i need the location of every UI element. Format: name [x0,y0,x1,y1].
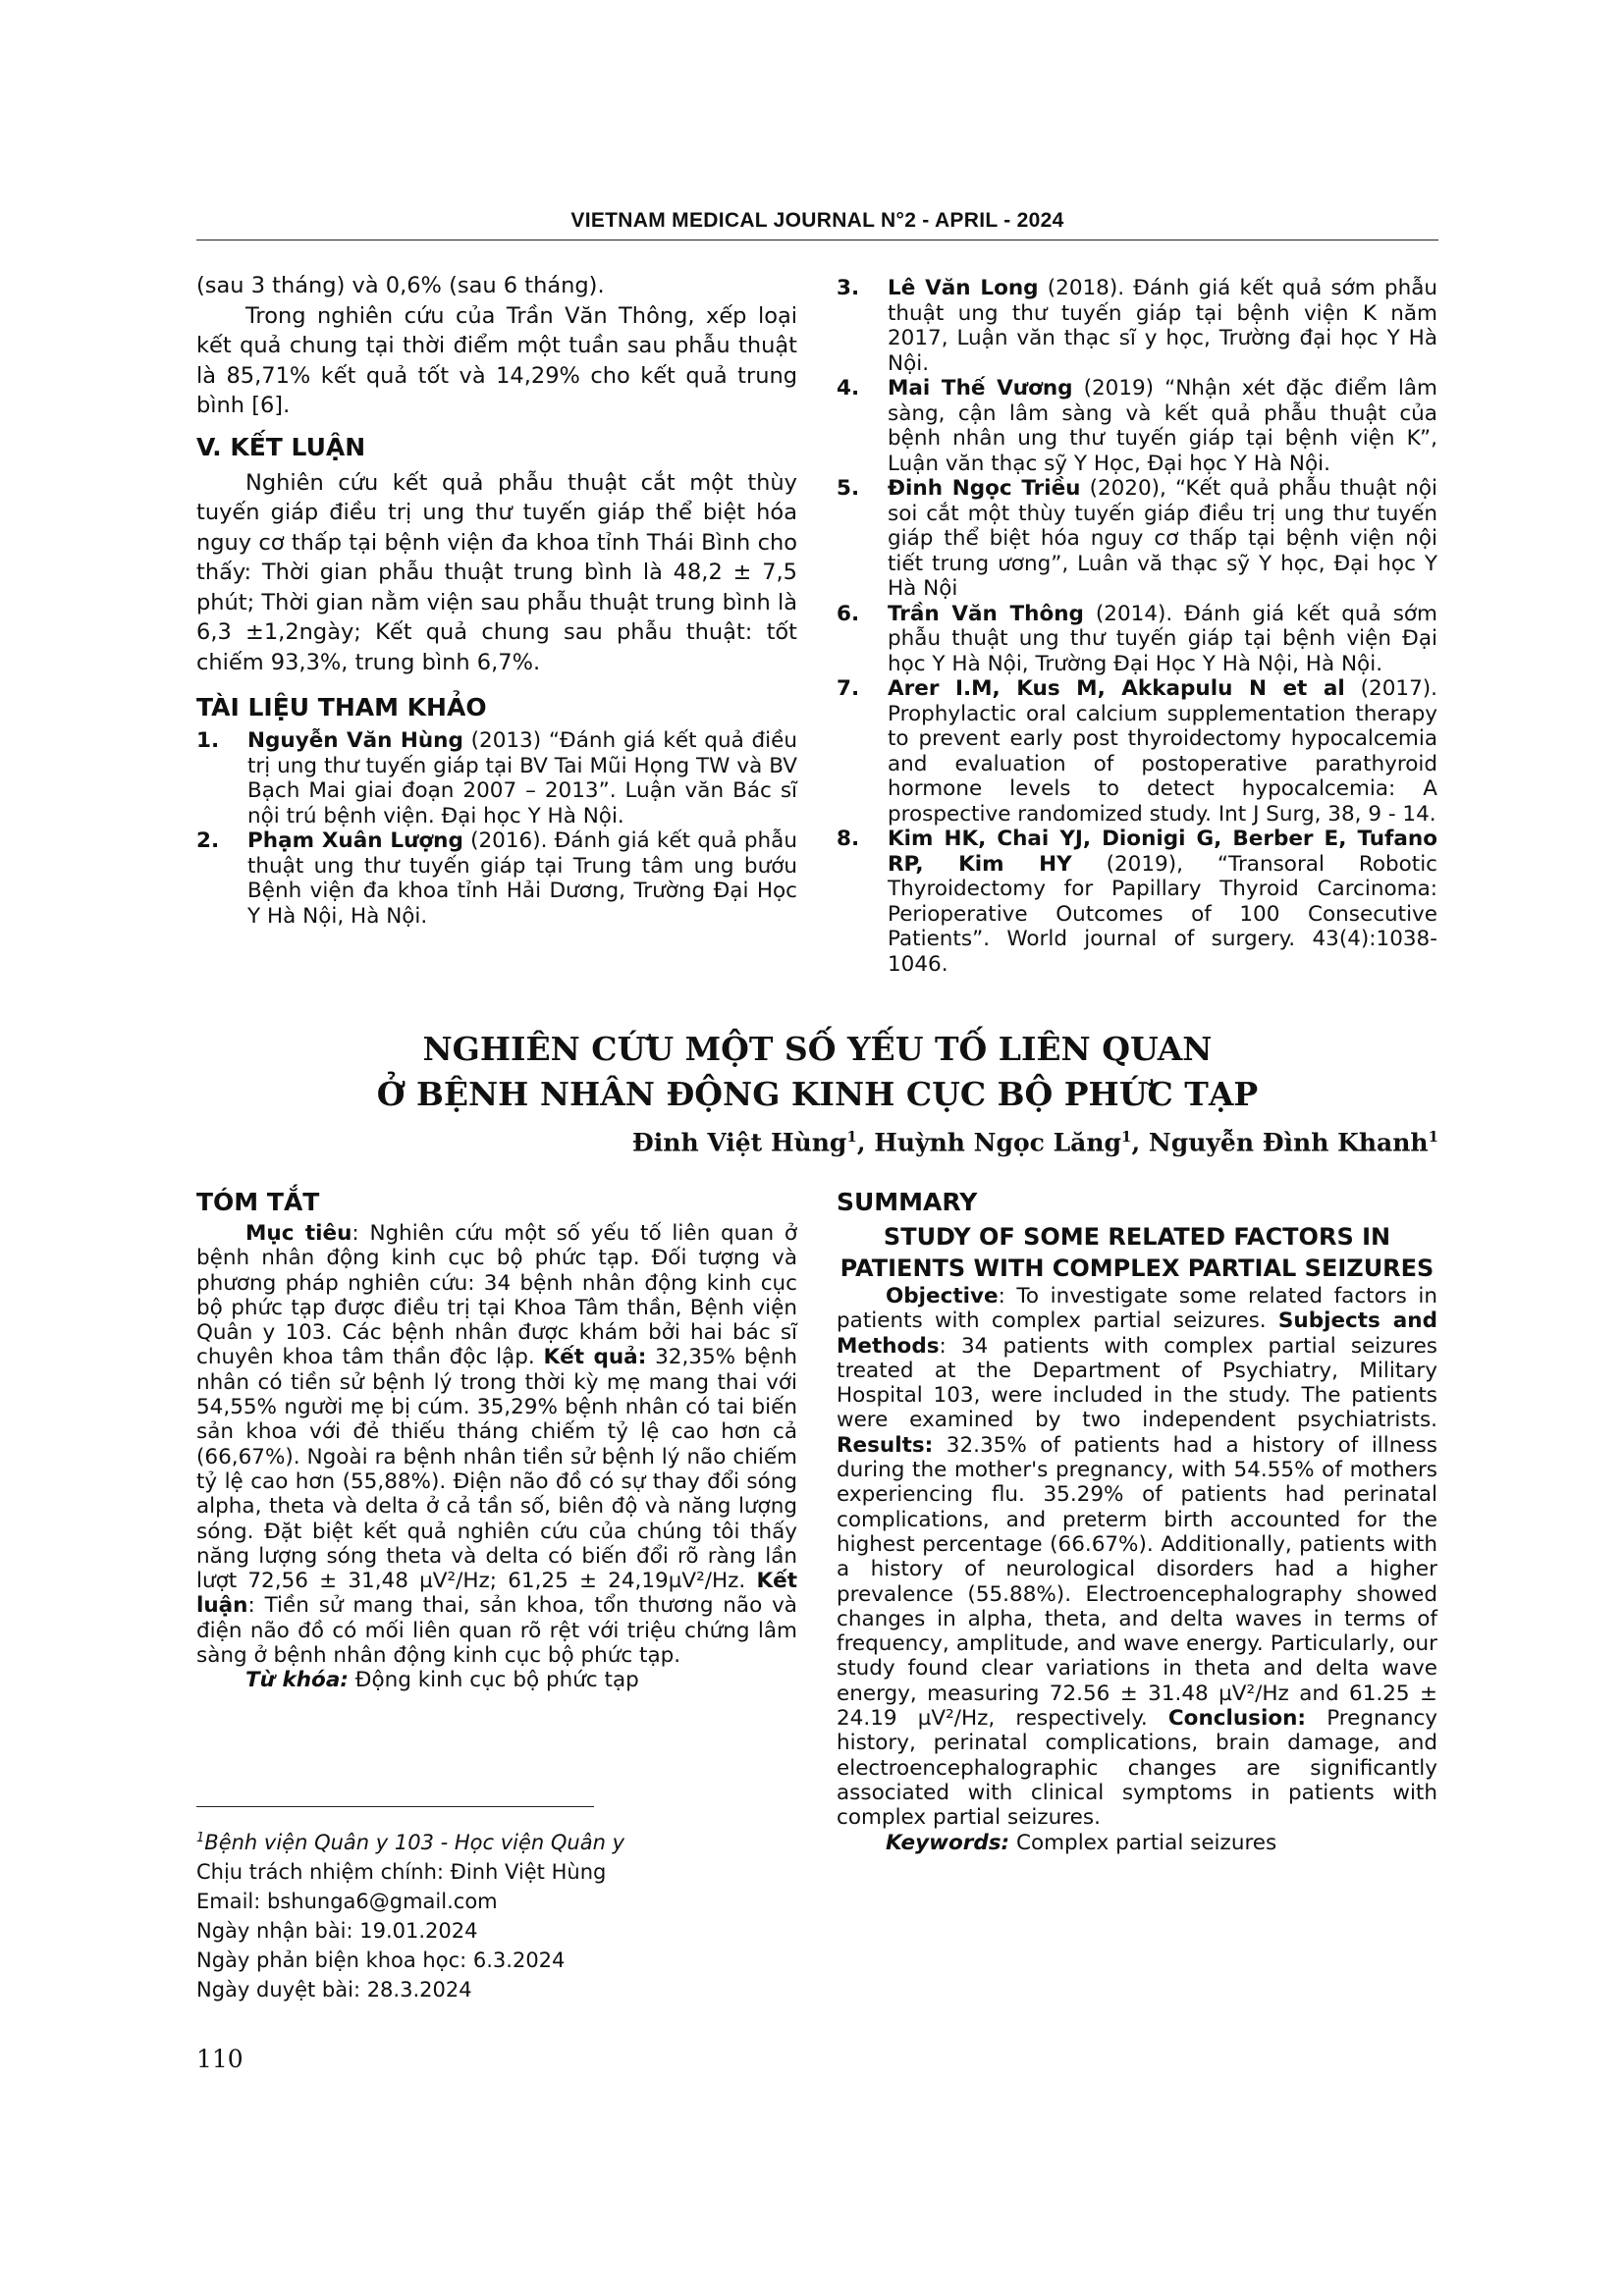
reference-text [888,276,1437,376]
conclusion-en: Pregnancy history, perinatal complications, brain damage, and electroencephalographic changes are significantly associated with clinical symptoms in patients with complex partial seizures. [837,1706,1437,1831]
label-results-vi: Kết quả: [543,1345,647,1370]
label-objective-vi: Mục tiêu [245,1221,352,1246]
reference-text [247,728,797,828]
article-title [196,1027,1438,1117]
reference-number: 1. [196,728,220,753]
affiliation-text: Bệnh viện Quân y 103 - Học viện Quân y [204,1831,625,1854]
keywords-en [837,1831,1437,1855]
reference-author: Kim HK, Chai YJ, Dionigi G, Berber E, Tufano RP, Kim HY [888,827,1437,877]
label-keywords-en: Keywords: [886,1830,1010,1855]
abstract-english [837,1186,1437,1855]
objective-en: : To investigate some related factors in patients with complex partial seizures. [837,1284,1437,1334]
reference-number: 8. [837,827,860,851]
reference-number: 6. [837,601,860,626]
left-column-top [196,271,797,929]
article-title-line2: Ở BỆNH NHÂN ĐỘNG KINH CỤC BỘ PHỨC TẠP [376,1075,1259,1113]
page-number: 110 [196,2045,244,2073]
reference-author: Mai Thế Vương [888,376,1073,400]
reference-rest: (2019) “Nhận xét đặc điểm lâm sàng, cận lâm sàng và kết quả phẫu thuật của bệnh nhân ung thư tuyến giáp tại bệnh viện K”, Luận văn thạc sỹ Y Học, Đại học Y Hà Nội. [888,376,1437,476]
affiliation-sup: 1 [196,1831,205,1845]
author-affiliation-sup: 1 [846,1128,857,1146]
abstract-en-title-line2: PATIENTS WITH COMPLEX PARTIAL SEIZURES [839,1255,1435,1282]
reference-rest: (2019), “Transoral Robotic Thyroidectomy for Papillary Thyroid Carcinoma: Perioperative Outcomes of 100 Consecutive Patients”. World journal of surgery. 43(4):1038-1046. [888,851,1438,977]
reference-number: 3. [837,276,860,300]
keywords-vi-text: Động kinh cục bộ phức tạp [348,1668,639,1693]
reference-item [837,602,1437,677]
reference-rest: (2013) “Đánh giá kết quả điều trị ung thư tuyến giáp tại BV Tai Mũi Họng TW và BV Bạch Mai giai đoạn 2007 – 2013”. Luận văn Bác sĩ nội trú bệnh viện. Đại học Y Hà Nội. [247,728,797,828]
author-affiliation-sup: 1 [1121,1128,1132,1146]
objective-vi: : Nghiên cứu một số yếu tố liên quan ở bệnh nhân động kinh cục bộ phức tạp. Đối tượng và phương pháp nghiên cứu: 34 bệnh nhân động kinh cục bộ phức tạp được điều trị tại Khoa Tâm thần, Bệnh viện Quân y 103. Các bệnh nhân được khám bởi hai bác sĩ chuyên khoa tâm thần độc lập. [196,1221,798,1370]
reference-item [837,476,1437,602]
reference-text [888,476,1437,602]
label-results-en: Results: [837,1432,934,1458]
footnote-reviewed: Ngày phản biện khoa học: 6.3.2024 [196,1949,566,1972]
continued-paragraph: (sau 3 tháng) và 0,6% (sau 6 tháng). [196,273,605,298]
reference-item [196,728,797,828]
reference-author: Trần Văn Thông [888,601,1084,626]
reference-author: Lê Văn Long [888,276,1039,300]
reference-item [837,376,1437,476]
keywords-vi [196,1668,797,1692]
reference-number: 5. [837,476,860,501]
abstract-vietnamese [196,1186,797,1693]
reference-author: Phạm Xuân Lượng [247,828,463,853]
reference-text [888,676,1437,827]
keywords-en-text: Complex partial seizures [1009,1830,1277,1855]
label-objective-en: Objective [886,1284,999,1308]
footnote-received: Ngày nhận bài: 19.01.2024 [196,1919,478,1943]
reference-author: Arer I.M, Kus M, Akkapulu N et al [888,676,1345,701]
journal-header: VIETNAM MEDICAL JOURNAL N°2 - APRIL - 2024 [570,209,1064,232]
author-name: Huỳnh Ngọc Lăng [874,1128,1122,1157]
reference-item [196,828,797,929]
author-name: Nguyễn Đình Khanh [1148,1128,1429,1157]
reference-text [888,602,1437,677]
reference-text [247,828,797,929]
abstract-en-title-line1: STUDY OF SOME RELATED FACTORS IN [883,1223,1391,1251]
label-conclusion-vi: Kết luận [196,1569,797,1619]
reference-item [837,827,1437,977]
conclusion-paragraph: Nghiên cứu kết quả phẫu thuật cắt một thùy tuyến giáp điều trị ung thư tuyến giáp thể biệt hóa nguy cơ thấp tại bệnh viện đa khoa tỉnh Thái Bình cho thấy: Thời gian phẫu thuật trung bình là 48,2 ± 7,5 phút; Thời gian nằm viện sau phẫu thuật trung bình là 6,3 ±1,2ngày; Kết quả chung sau phẫu thuật: tốt chiếm 93,3%, trung bình 6,7%. [196,469,797,675]
author-list [632,1128,1438,1156]
abstract-en-body [837,1284,1437,1831]
reference-rest: (2018). Đánh giá kết quả sớm phẫu thuật ung thư tuyến giáp tại bệnh viện K năm 2017, Luận văn thạc sĩ y học, Trường đại học Y Hà Nội. [888,276,1438,376]
results-vi: 32,35% bệnh nhân có tiền sử bệnh lý trong thời kỳ mẹ mang thai với 54,55% người mẹ bị cúm. 35,29% bệnh nhân có tai biến sản khoa với đẻ thiếu tháng chiếm tỷ lệ cao hơn cả (66,67%). Ngoài ra bệnh nhân tiền sử bệnh lý não chiếm tỷ lệ cao hơn (55,88%). Điện não đồ có sự thay đổi sóng alpha, theta và delta ở cả tần số, biên độ và năng lượng sóng. Đặt biệt kết quả nghiên cứu của chúng tôi thấy năng lượng sóng theta và delta có biến đổi rõ ràng lần lượt 72,56 ± 31,48 µV²/Hz; 61,25 ± 24,19µV²/Hz. [196,1345,797,1594]
reference-rest: (2014). Đánh giá kết quả sớm phẫu thuật ung thư tuyến giáp tại bệnh viện Đại học Y Hà Nội, Trường Đại Học Y Hà Nội, Hà Nội. [888,601,1437,676]
conclusion-heading: V. KẾT LUẬN [196,432,366,461]
footnote-rule [196,1806,594,1807]
reference-number: 4. [837,376,860,400]
references-heading: TÀI LIỆU THAM KHẢO [196,693,487,721]
author-separator: , [1131,1128,1149,1157]
footnote [196,1824,624,2004]
reference-rest: (2020), “Kết quả phẫu thuật nội soi cắt một thùy tuyến giáp điều trị ung thư tuyến giáp thể biệt hóa nguy cơ thấp tại bệnh viện nội tiết trung ương”, Luân vă thạc sỹ Y học, Đại học Y Hà Nội [888,476,1438,601]
reference-rest: (2017). Prophylactic oral calcium supplementation therapy to prevent early post thyroidectomy hypocalcemia and evaluation of postoperative parathyroid hormone levels to detect hypocalcemia: A prospective randomized study. Int J Surg, 38, 9 - 14. [888,676,1437,827]
abstract-vi-heading: TÓM TẮT [196,1188,320,1216]
reference-text [888,827,1437,977]
label-keywords-vi: Từ khóa: [245,1668,349,1693]
footnote-responsible: Chịu trách nhiệm chính: Đinh Việt Hùng [196,1860,607,1884]
reference-text [888,376,1437,476]
label-subjects-en: Subjects and Methods [837,1308,1437,1359]
reference-item [837,276,1437,376]
footnote-accepted: Ngày duyệt bài: 28.3.2024 [196,1978,472,2002]
discussion-paragraph: Trong nghiên cứu của Trần Văn Thông, xếp loại kết quả chung tại thời điểm một tuần sau phẫu thuật là 85,71% kết quả tốt và 14,29% cho kết quả trung bình [6]. [196,302,797,418]
article-title-line1: NGHIÊN CỨU MỘT SỐ YẾU TỐ LIÊN QUAN [422,1030,1213,1068]
author-name: Đinh Việt Hùng [631,1128,847,1157]
reference-rest: (2016). Đánh giá kết quả phẫu thuật ung thư tuyến giáp tại Trung tâm ung bướu Bệnh viện đa khoa tỉnh Hải Dương, Trường Đại Học Y Hà Nội, Hà Nội. [247,828,797,929]
references-list-right [837,276,1437,977]
reference-author: Nguyễn Văn Hùng [247,728,463,753]
results-en: 32.35% of patients had a history of illness during the mother's pregnancy, with 54.55% of mothers experiencing flu. 35.29% of patients had perinatal complications, and preterm birth accounted for the highest percentage (66.67%). Additionally, patients with a history of neurological disorders had a higher prevalence (55.88%). Electroencephalography showed changes in alpha, theta, and delta waves in terms of frequency, amplitude, and wave energy. Particularly, our study found clear variations in theta and delta wave energy, measuring 72.56 ± 31.48 µV²/Hz and 61.25 ± 24.19 µV²/Hz, respectively. [837,1432,1437,1732]
author-separator: , [856,1128,875,1157]
label-conclusion-en: Conclusion: [1167,1706,1307,1732]
abstract-vi-body [196,1221,797,1668]
reference-item [837,676,1437,827]
footnote-email[interactable]: Email: bshunga6@gmail.com [196,1890,498,1913]
reference-number: 7. [837,676,860,701]
conclusion-vi: : Tiền sử mang thai, sản khoa, tổn thương não và điện não đồ có mối liên quan rõ rệt với triệu chứng lâm sàng ở bệnh nhân động kinh cục bộ phức tạp. [196,1593,797,1669]
footnote-affiliation [196,1824,624,1857]
subjects-en: : 34 patients with complex partial seizures treated at the Department of Psychiatry, Military Hospital 103, were included in the study. The patients were examined by two independent psychiatrists. [837,1333,1437,1433]
abstract-en-heading: SUMMARY [837,1188,978,1216]
references-list-left [196,728,797,929]
author-affiliation-sup: 1 [1428,1128,1438,1146]
reference-number: 2. [196,828,220,853]
reference-author: Đinh Ngọc Triều [888,476,1081,501]
